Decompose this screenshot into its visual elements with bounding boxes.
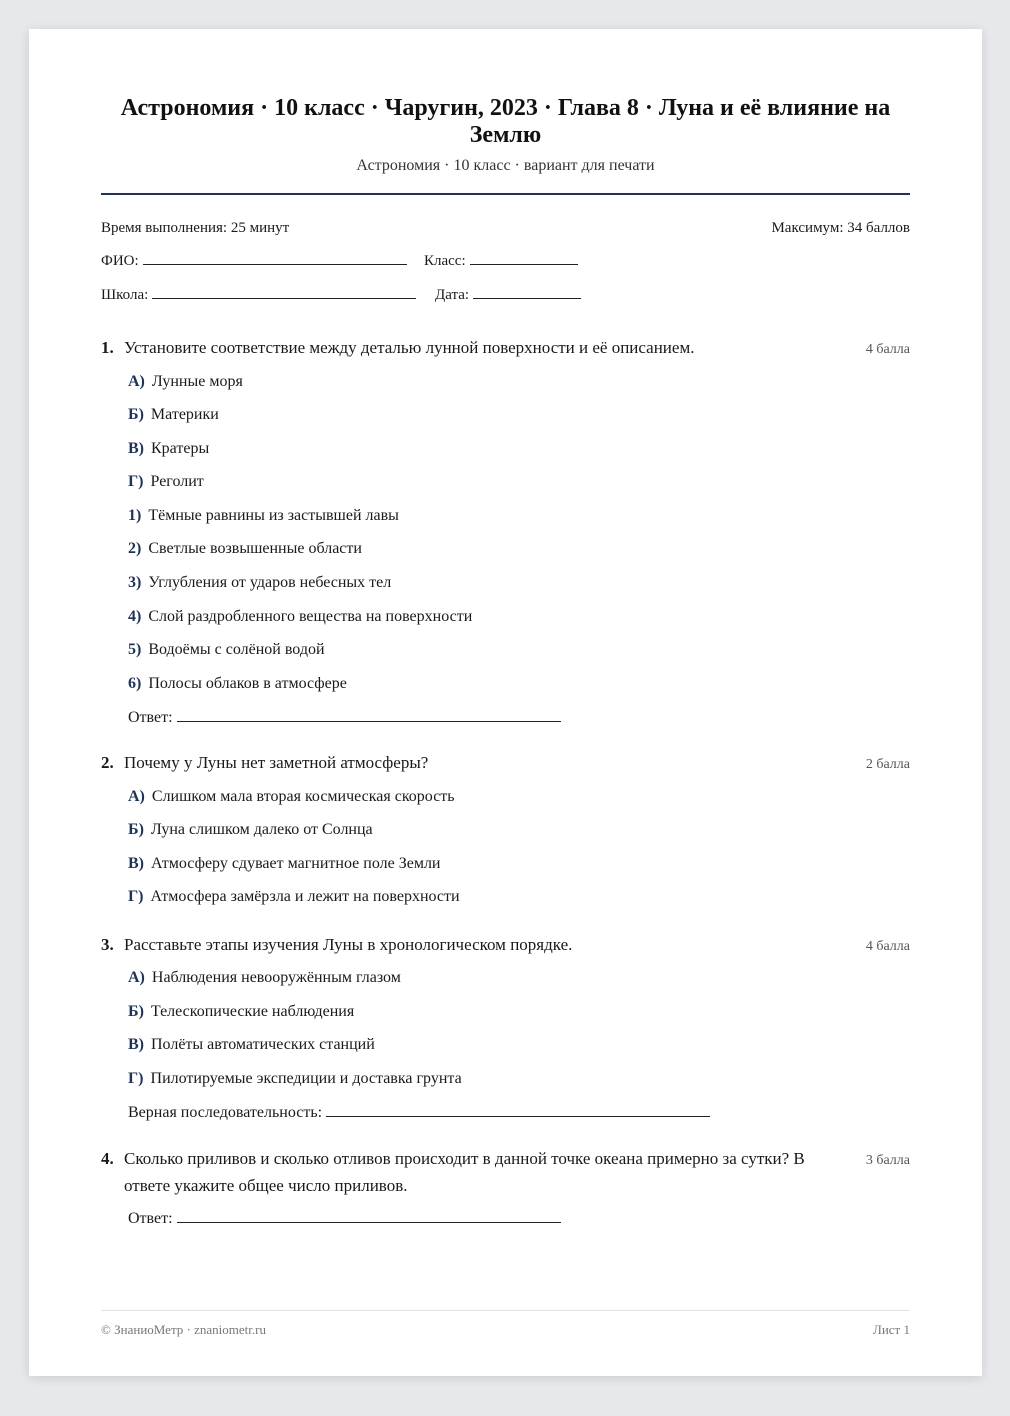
- question-points: 4 балла: [865, 939, 910, 954]
- option-item: [128, 440, 209, 458]
- meta-row: [101, 220, 910, 237]
- option-text: Пилотируемые экспедиции и доставка грунта: [150, 1070, 462, 1087]
- option-label: Г): [128, 1070, 144, 1087]
- option-item: [128, 821, 373, 839]
- option-label: 6): [128, 675, 142, 692]
- time-limit: Время выполнения: 25 минут: [101, 220, 290, 236]
- option-text: Полосы облаков в атмосфере: [148, 675, 347, 692]
- school-label: Школа:: [101, 287, 149, 303]
- option-item: [128, 675, 347, 693]
- option-label: Г): [128, 473, 144, 490]
- option-text: Лунные моря: [151, 373, 243, 390]
- footer-copyright: © ЗнаниоМетр · znaniometr.ru: [101, 1322, 266, 1337]
- option-item: [128, 969, 401, 987]
- question-points: 4 балла: [865, 342, 910, 357]
- class-field[interactable]: [424, 253, 578, 270]
- option-label: В): [128, 440, 144, 457]
- answer-label: Ответ:: [128, 1210, 173, 1227]
- option-label: А): [128, 969, 145, 986]
- question-points: 3 балла: [865, 1153, 910, 1168]
- question-number: 4.: [101, 1149, 114, 1168]
- fio-line[interactable]: [143, 263, 407, 265]
- question-points: 2 балла: [865, 757, 910, 772]
- date-line[interactable]: [473, 297, 581, 299]
- header-divider: [101, 193, 910, 195]
- option-text: Тёмные равнины из застывшей лавы: [148, 507, 399, 524]
- fio-field[interactable]: [101, 253, 407, 270]
- question-4: [101, 1145, 910, 1201]
- option-text: Слой раздробленного вещества на поверхности: [148, 608, 473, 625]
- answer-field[interactable]: [128, 1210, 561, 1228]
- sequence-answer-field[interactable]: [128, 1104, 710, 1122]
- option-text: Материки: [150, 406, 219, 423]
- answer-line[interactable]: [177, 720, 561, 722]
- date-field[interactable]: [435, 287, 581, 304]
- option-item: [128, 608, 472, 626]
- footer-page-number: Лист 1: [873, 1322, 910, 1337]
- option-text: Наблюдения невооружённым глазом: [151, 969, 401, 986]
- option-label: Б): [128, 821, 144, 838]
- option-text: Атмосферу сдувает магнитное поле Земли: [151, 855, 441, 872]
- option-label: А): [128, 373, 145, 390]
- option-item: [128, 1036, 375, 1054]
- question-number: 2.: [101, 753, 114, 772]
- option-item: [128, 1070, 462, 1088]
- option-text: Реголит: [150, 473, 204, 490]
- option-item: [128, 888, 460, 906]
- option-text: Телескопические наблюдения: [150, 1003, 355, 1020]
- fio-label: ФИО:: [101, 253, 139, 269]
- question-text: Почему у Луны нет заметной атмосферы?: [124, 753, 429, 772]
- option-item: [128, 788, 455, 806]
- option-text: Полёты автоматических станций: [151, 1036, 375, 1053]
- option-label: 3): [128, 574, 142, 591]
- option-label: Б): [128, 406, 144, 423]
- page-title: Астрономия · 10 класс · Чаругин, 2023 · Глава 8 · Луна и её влияние на Землю: [120, 95, 891, 148]
- answer-field[interactable]: [128, 709, 561, 727]
- worksheet-page: [29, 29, 982, 1376]
- class-label: Класс:: [424, 253, 466, 269]
- option-item: [128, 507, 399, 525]
- school-line[interactable]: [152, 297, 416, 299]
- option-item: [128, 641, 325, 659]
- option-label: 4): [128, 608, 142, 625]
- option-label: 1): [128, 507, 142, 524]
- question-text: Расставьте этапы изучения Луны в хронологическом порядке.: [124, 935, 573, 954]
- date-label: Дата:: [435, 287, 470, 303]
- option-label: Г): [128, 888, 144, 905]
- option-label: А): [128, 788, 145, 805]
- class-line[interactable]: [470, 263, 578, 265]
- option-text: Водоёмы с солёной водой: [148, 641, 325, 658]
- option-item: [128, 574, 391, 592]
- question-text: Установите соответствие между деталью лунной поверхности и её описанием.: [124, 338, 695, 357]
- option-text: Углубления от ударов небесных тел: [148, 574, 392, 591]
- option-text: Луна слишком далеко от Солнца: [150, 821, 373, 838]
- footer-divider: [101, 1310, 910, 1311]
- answer-label: Верная последовательность:: [128, 1104, 323, 1121]
- option-text: Светлые возвышенные области: [148, 540, 362, 557]
- option-label: В): [128, 855, 144, 872]
- question-number: 3.: [101, 935, 114, 954]
- question-number: 1.: [101, 338, 114, 357]
- option-label: Б): [128, 1003, 144, 1020]
- max-score: Максимум: 34 баллов: [771, 220, 910, 236]
- option-label: В): [128, 1036, 144, 1053]
- option-text: Слишком мала вторая космическая скорость: [151, 788, 455, 805]
- option-item: [128, 406, 219, 424]
- school-field[interactable]: [101, 287, 416, 304]
- question-text: Сколько приливов и сколько отливов происходит в данной точке океана примерно за сутки? В ответе укажите общее число приливов.: [124, 1149, 805, 1195]
- option-item: [128, 473, 204, 491]
- option-label: 2): [128, 540, 142, 557]
- option-item: [128, 855, 441, 873]
- option-item: [128, 373, 243, 391]
- page-subtitle: Астрономия · 10 класс · вариант для печати: [356, 157, 655, 174]
- option-item: [128, 1003, 354, 1021]
- option-text: Кратеры: [151, 440, 210, 457]
- answer-label: Ответ:: [128, 709, 173, 726]
- option-text: Атмосфера замёрзла и лежит на поверхности: [150, 888, 460, 905]
- option-label: 5): [128, 641, 142, 658]
- answer-line[interactable]: [326, 1115, 710, 1117]
- option-item: [128, 540, 362, 558]
- answer-line[interactable]: [177, 1221, 561, 1223]
